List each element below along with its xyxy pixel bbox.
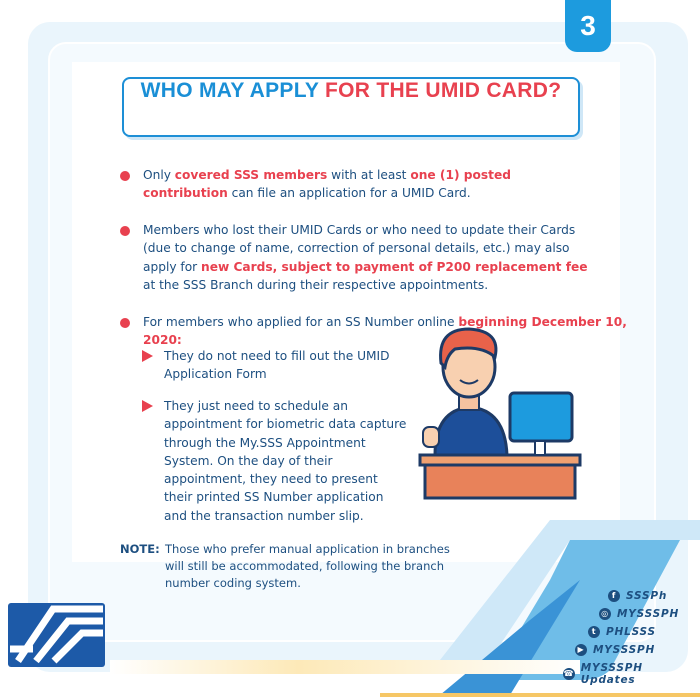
page-number-badge: 3 bbox=[565, 0, 611, 52]
social-label: MYSSSPH bbox=[593, 644, 656, 656]
bullet-dot-icon bbox=[120, 226, 130, 236]
bullet-dot-icon bbox=[120, 171, 130, 181]
highlight: one (1) posted contribution bbox=[143, 168, 511, 201]
text: can file an application for a UMID Card. bbox=[227, 186, 471, 201]
arrow-bullet-icon bbox=[142, 400, 153, 412]
sub-bullet-item bbox=[142, 397, 407, 525]
text: with at least bbox=[327, 168, 411, 182]
highlight: beginning December 10, 2020: bbox=[143, 315, 627, 348]
sss-logo bbox=[8, 603, 105, 667]
social-label: MYSSSPH bbox=[617, 608, 680, 620]
decorative-gradient-band bbox=[110, 660, 580, 674]
facebook-icon: f bbox=[608, 590, 620, 602]
arrow-bullet-icon bbox=[142, 350, 153, 362]
social-facebook[interactable] bbox=[608, 590, 667, 602]
highlight: new Cards, subject to payment of P200 replacement fee bbox=[201, 259, 588, 274]
bullet-item bbox=[120, 221, 590, 294]
youtube-icon: ▶ bbox=[575, 644, 587, 656]
note-label: NOTE: bbox=[120, 542, 160, 556]
social-youtube[interactable] bbox=[575, 644, 655, 656]
page-title bbox=[122, 77, 580, 137]
instagram-icon: ◎ bbox=[599, 608, 611, 620]
social-label: SSSPh bbox=[626, 590, 668, 602]
social-instagram[interactable] bbox=[599, 608, 679, 620]
bullet-dot-icon bbox=[120, 318, 130, 328]
title-part-2: FOR THE UMID CARD? bbox=[324, 79, 562, 102]
social-viber[interactable] bbox=[563, 662, 700, 686]
sub-bullet-text: They just need to schedule an appointment for biometric data capture through the My.SSS Appointment System. On the day of their appointment, they need to present their printed SS Number application and the transaction number slip. bbox=[164, 399, 407, 523]
viber-icon: ☎ bbox=[563, 669, 575, 678]
sub-bullet-item bbox=[142, 347, 392, 384]
text: For members who applied for an SS Number online bbox=[143, 315, 459, 329]
bullet-item bbox=[120, 166, 560, 203]
title-part-1: WHO MAY APPLY bbox=[140, 79, 325, 102]
sub-bullet-text: They do not need to fill out the UMID Application Form bbox=[164, 349, 390, 382]
highlight: covered SSS members bbox=[174, 168, 328, 182]
person-at-computer-illustration bbox=[415, 315, 585, 500]
text: Members who lost their UMID Cards or who need to update their Cards (due to change of name, correction of personal details, etc.) may also apply for bbox=[143, 223, 576, 274]
social-twitter[interactable] bbox=[588, 626, 656, 638]
text: at the SSS Branch during their respective appointments. bbox=[143, 277, 489, 292]
text: Only bbox=[143, 168, 175, 182]
social-label: MYSSSPH Updates bbox=[580, 662, 643, 686]
social-label: PHLSSS bbox=[606, 626, 656, 638]
note-text: Those who prefer manual application in branches will still be accommodated, following the branch number coding system. bbox=[165, 542, 450, 590]
twitter-icon: t bbox=[588, 626, 600, 638]
